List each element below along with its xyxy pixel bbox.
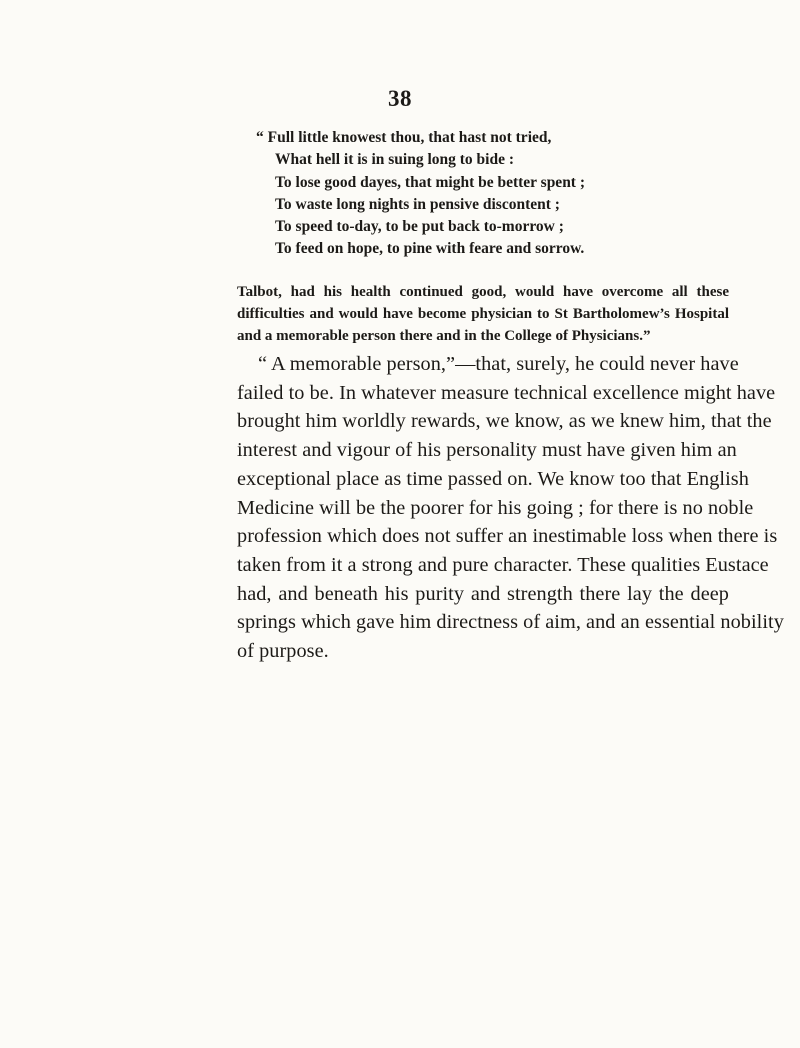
poem-line: To feed on hope, to pine with feare and sorrow. [275, 240, 585, 258]
page-number: 38 [388, 86, 412, 111]
text-line: Talbot, had his health continued good, would have overcome all these [237, 284, 729, 300]
text-line: taken from it a strong and pure character. These qualities Eustace [237, 553, 769, 576]
text-line: exceptional place as time passed on. We know too that English [237, 467, 749, 490]
text-line: interest and vigour of his personality must have given him an [237, 439, 737, 462]
poem-line: To speed to-day, to be put back to-morrow ; [275, 218, 564, 236]
text-line: difficulties and would have become physician to St Bartholomew’s Hospital [237, 306, 729, 323]
text-line: failed to be. In whatever measure technical excellence might have [237, 381, 776, 404]
text-line: brought him worldly rewards, we know, as we knew him, that the [237, 410, 772, 433]
text-line: springs which gave him directness of aim, and an essential nobility [237, 611, 784, 634]
poem-line: To lose good dayes, that might be better spent ; [275, 173, 586, 191]
poem-line: To waste long nights in pensive discontent ; [275, 195, 560, 213]
poem-line: What hell it is in suing long to bide : [275, 151, 515, 169]
body-paragraph [237, 350, 784, 666]
poem-line: “ Full little knowest thou, that hast not tried, [256, 129, 552, 146]
text-line: had, and beneath his purity and strength there lay the deep [237, 582, 729, 605]
text-line: and a memorable person there and in the College of Physicians.” [237, 328, 651, 345]
quoted-letter-continuation [237, 281, 729, 348]
text-line: profession which does not suffer an inestimable loss when there is [237, 525, 778, 548]
text-line: “ A memorable person,”—that, surely, he could never have [258, 353, 739, 375]
text-line: of purpose. [237, 640, 329, 663]
text-line: Medicine will be the poorer for his going ; for there is no noble [237, 496, 754, 519]
poem-quotation [256, 127, 776, 261]
